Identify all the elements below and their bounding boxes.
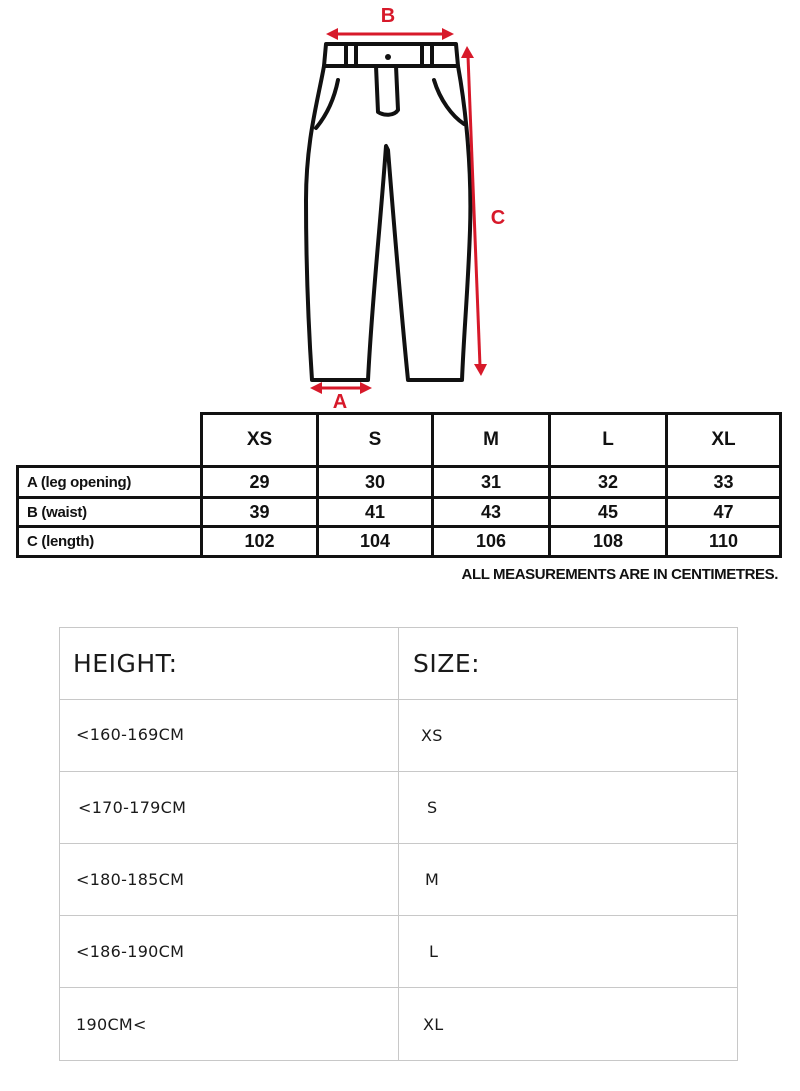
label-a: A <box>332 391 348 412</box>
height-size-table <box>59 627 738 1061</box>
table-cell: 106 <box>475 531 507 551</box>
measurement-table <box>16 412 782 558</box>
height-header: HEIGHT: <box>73 649 178 678</box>
table-cell: 108 <box>592 531 624 551</box>
row-label-length: C (length) <box>27 533 94 550</box>
table-cell: 31 <box>480 471 502 492</box>
height-cell: <170-179CM <box>78 798 187 817</box>
table-cell: 45 <box>597 501 619 522</box>
table-cell: 30 <box>364 471 386 492</box>
row-label-waist: B (waist) <box>27 503 87 521</box>
label-b: B <box>380 5 396 27</box>
table-cell: 102 <box>244 531 275 551</box>
table-cell: 110 <box>708 531 739 551</box>
size-cell: M <box>425 870 440 889</box>
size-cell: XL <box>423 1014 444 1034</box>
table-cell: 39 <box>249 501 270 522</box>
size-cell: S <box>427 798 438 817</box>
size-header-xl: XL <box>711 429 736 450</box>
size-header-m: M <box>483 429 499 450</box>
button-icon <box>385 54 391 60</box>
size-header: SIZE: <box>413 649 481 678</box>
table-cell: 29 <box>249 471 270 492</box>
table-cell: 41 <box>364 501 386 522</box>
measurement-note: ALL MEASUREMENTS ARE IN CENTIMETRES. <box>461 566 778 583</box>
waist-arrow-icon <box>326 28 454 40</box>
height-cell: <186-190CM <box>76 942 185 961</box>
size-header-xs: XS <box>246 429 273 450</box>
table-cell: 43 <box>480 501 502 522</box>
table-cell: 32 <box>597 471 619 492</box>
pants-diagram <box>0 0 800 412</box>
size-cell: XS <box>421 726 443 745</box>
height-cell: <160-169CM <box>76 725 185 744</box>
table-cell: 47 <box>713 501 734 522</box>
height-cell: 190CM< <box>76 1014 147 1034</box>
label-c: C <box>490 207 506 229</box>
row-label-leg-opening: A (leg opening) <box>27 473 132 491</box>
table-cell: 33 <box>713 471 734 492</box>
table-cell: 104 <box>359 531 391 551</box>
size-header-l: L <box>602 429 614 450</box>
size-header-s: S <box>368 429 382 450</box>
size-cell: L <box>429 942 439 961</box>
pants-outline-icon <box>306 44 470 380</box>
height-cell: <180-185CM <box>76 870 185 889</box>
